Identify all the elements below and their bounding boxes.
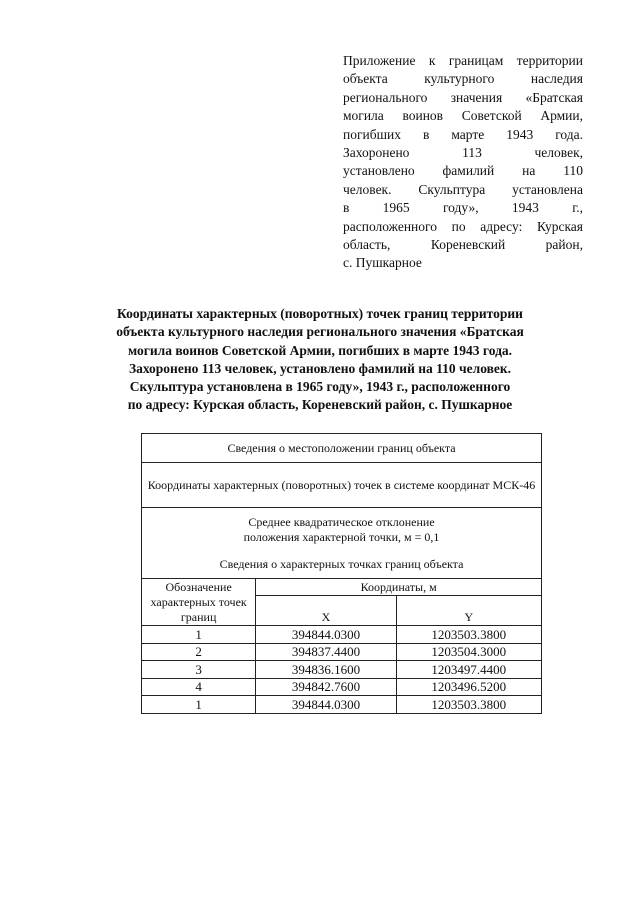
point-y: 1203497.4400 — [396, 661, 541, 679]
x-header: X — [256, 596, 396, 626]
appendix-line: расположенного по адресу: Курская — [343, 218, 583, 234]
accuracy-line: Среднее квадратическое отклонение — [248, 514, 435, 529]
point-id: 1 — [142, 696, 256, 714]
table-row — [142, 643, 542, 661]
appendix-line: погибших в марте 1943 года. — [343, 126, 583, 142]
point-x: 394837.4400 — [256, 643, 396, 661]
appendix-line: в 1965 году», 1943 г., — [343, 200, 583, 216]
appendix-line: Приложение к границам территории — [343, 53, 583, 68]
point-x: 394842.7600 — [256, 678, 396, 696]
point-y: 1203504.3000 — [396, 643, 541, 661]
table-row — [142, 696, 542, 714]
table-row — [142, 626, 542, 644]
coord-system-cell: Координаты характерных (поворотных) точек в системе координат МСК-46 — [142, 463, 542, 508]
point-id: 4 — [142, 678, 256, 696]
coords-header: Координаты, м — [256, 579, 542, 596]
appendix-line: человек. Скульптура установлена — [343, 181, 583, 197]
point-x: 394844.0300 — [256, 696, 396, 714]
document-title — [80, 305, 560, 415]
appendix-line: область, Кореневский район, — [343, 237, 583, 253]
point-x: 394836.1600 — [256, 661, 396, 679]
title-line: Захоронено 113 человек, установлено фамилий на 110 человек. — [128, 360, 512, 376]
appendix-line: объекта культурного наследия — [343, 71, 583, 87]
title-line: Скульптура установлена в 1965 году», 1943 г., расположенного — [129, 379, 511, 395]
title-line: по адресу: Курская область, Кореневский район, с. Пушкарное — [127, 397, 513, 413]
point-id: 1 — [142, 626, 256, 644]
accuracy-cell — [142, 508, 542, 579]
point-y: 1203503.3800 — [396, 626, 541, 644]
appendix-line: могила воинов Советской Армии, — [343, 108, 583, 124]
table-row — [142, 661, 542, 679]
appendix-line: установлено фамилий на 110 — [343, 163, 583, 179]
table-row — [142, 678, 542, 696]
points-header: Сведения о характерных точках границ объекта — [219, 556, 464, 571]
appendix-note — [343, 52, 583, 273]
accuracy-line: положения характерной точки, м = 0,1 — [243, 529, 440, 544]
point-x: 394844.0300 — [256, 626, 396, 644]
appendix-line: Захоронено 113 человек, — [343, 145, 583, 161]
point-id: 3 — [142, 661, 256, 679]
appendix-line: с. Пушкарное — [343, 255, 422, 271]
title-line: могила воинов Советской Армии, погибших в марте 1943 года. — [127, 342, 513, 358]
coordinates-table — [141, 433, 542, 714]
location-header: Сведения о местоположении границ объекта — [142, 434, 542, 463]
point-y: 1203496.5200 — [396, 678, 541, 696]
title-line: Координаты характерных (поворотных) точек границ территории — [117, 306, 523, 321]
point-y: 1203503.3800 — [396, 696, 541, 714]
point-id: 2 — [142, 643, 256, 661]
y-header: Y — [396, 596, 541, 626]
appendix-line: регионального значения «Братская — [343, 89, 583, 105]
designation-header: Обозначение характерных точек границ — [142, 579, 256, 626]
title-line: объекта культурного наследия регионального значения «Братская — [116, 324, 524, 340]
